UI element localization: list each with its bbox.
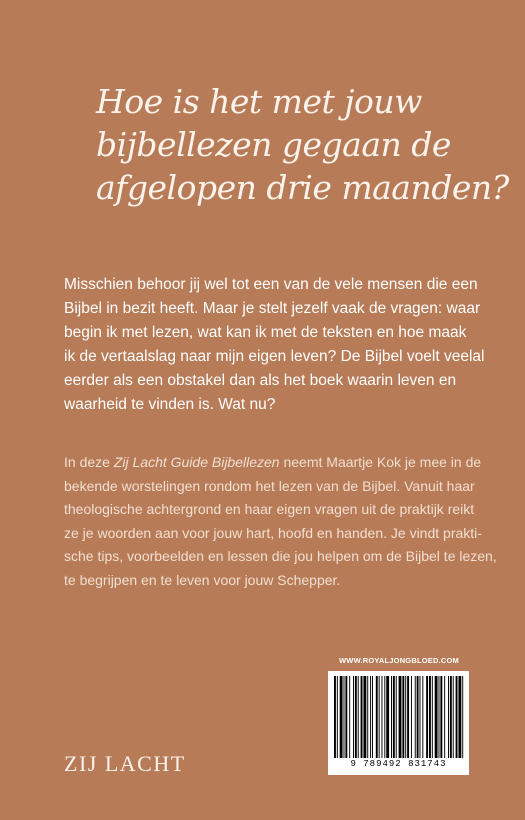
headline-line: bijbellezen gegaan de <box>96 125 451 164</box>
barcode-bar <box>417 676 419 758</box>
barcode-bar <box>384 676 385 758</box>
barcode-bar <box>363 676 366 758</box>
barcode-bar <box>439 676 440 758</box>
description-prefix: In deze <box>64 454 114 470</box>
book-title: Zij Lacht Guide Bijbellezen <box>113 454 280 470</box>
headline-line: afgelopen drie maanden? <box>96 168 509 207</box>
intro-line: ik de vertaalslag naar mijn eigen leven? De Bijbel voelt veelal <box>64 348 485 365</box>
barcode-bar <box>396 676 397 758</box>
barcode-bar <box>372 676 373 758</box>
zij-lacht-logo: ZIJ LACHT <box>64 751 186 776</box>
barcode-bar <box>453 676 454 758</box>
barcode-bar <box>402 676 404 758</box>
barcode-bar <box>344 676 345 758</box>
description-line: te begrijpen en te leven voor jouw Schepper. <box>64 571 341 588</box>
barcode-bar <box>361 676 363 758</box>
barcode-bar <box>432 676 433 758</box>
intro-paragraph <box>64 273 485 417</box>
barcode-bar <box>379 676 380 758</box>
barcode-bar <box>358 676 359 758</box>
barcode-bar <box>429 676 431 758</box>
intro-line: Bijbel in bezit heeft. Maar je stelt jezelf vaak de vragen: waar <box>64 300 481 317</box>
barcode-bar <box>382 676 383 758</box>
barcode-bar <box>405 676 406 758</box>
barcode-bar <box>458 676 461 758</box>
barcode-bar <box>420 676 421 758</box>
barcode-bar <box>422 676 423 758</box>
barcode-bar <box>349 676 350 758</box>
isbn-number: 9 789492 831743 <box>350 759 447 769</box>
barcode-bar <box>462 676 463 758</box>
headline-line: Hoe is het met jouw <box>96 82 422 121</box>
description-line: ze je woorden aan voor jouw hart, hoofd en handen. Je vindt prakti- <box>64 524 482 541</box>
barcode-bar <box>355 676 357 758</box>
barcode-bar <box>334 676 336 758</box>
intro-line: waarheid te vinden is. Wat nu? <box>64 396 276 413</box>
intro-line: eerder als een obstakel dan als het boek waarin leven en <box>64 372 457 389</box>
barcode-bar <box>376 676 378 758</box>
barcode-bar <box>345 676 347 758</box>
description-line: bekende worstelingen rondom het lezen van de Bijbel. Vanuit haar <box>64 477 475 494</box>
intro-line: Misschien behoor jij wel tot een van de vele mensen die een <box>64 276 478 293</box>
barcode-bar <box>393 676 395 758</box>
barcode-bar <box>367 676 368 758</box>
barcode-bar <box>337 676 338 758</box>
barcode-bars <box>328 671 469 759</box>
barcode-bar <box>386 676 389 758</box>
barcode-bar <box>450 676 452 758</box>
barcode-bar <box>411 676 412 758</box>
barcode-bar <box>440 676 442 758</box>
barcode-bar <box>448 676 449 758</box>
barcode-bar <box>370 676 371 758</box>
isbn-barcode <box>328 671 469 775</box>
barcode-bar <box>340 676 343 758</box>
description-line <box>64 451 484 475</box>
barcode-bar <box>426 676 428 758</box>
barcode-bar <box>391 676 392 758</box>
barcode-bar <box>415 676 416 758</box>
barcode-bar <box>435 676 438 758</box>
description-paragraph <box>64 451 497 592</box>
cover-headline <box>96 80 509 209</box>
intro-line: begin ik met lezen, wat kan ik met de teksten en hoe maak <box>64 324 467 341</box>
barcode-bar <box>444 676 445 758</box>
barcode-bar <box>407 676 409 758</box>
publisher-url: WWW.ROYALJONGBLOED.COM <box>339 656 459 665</box>
description-suffix: neemt Maartje Kok je mee in de <box>279 454 482 470</box>
barcode-bar <box>399 676 402 758</box>
barcode-bar <box>456 676 458 758</box>
description-line: theologische achtergrond en haar eigen vragen uit de praktijk reikt <box>64 501 475 517</box>
barcode-bar <box>353 676 354 758</box>
description-line: sche tips, voorbeelden en lessen die jou helpen om de Bijbel te lezen, <box>64 548 497 564</box>
